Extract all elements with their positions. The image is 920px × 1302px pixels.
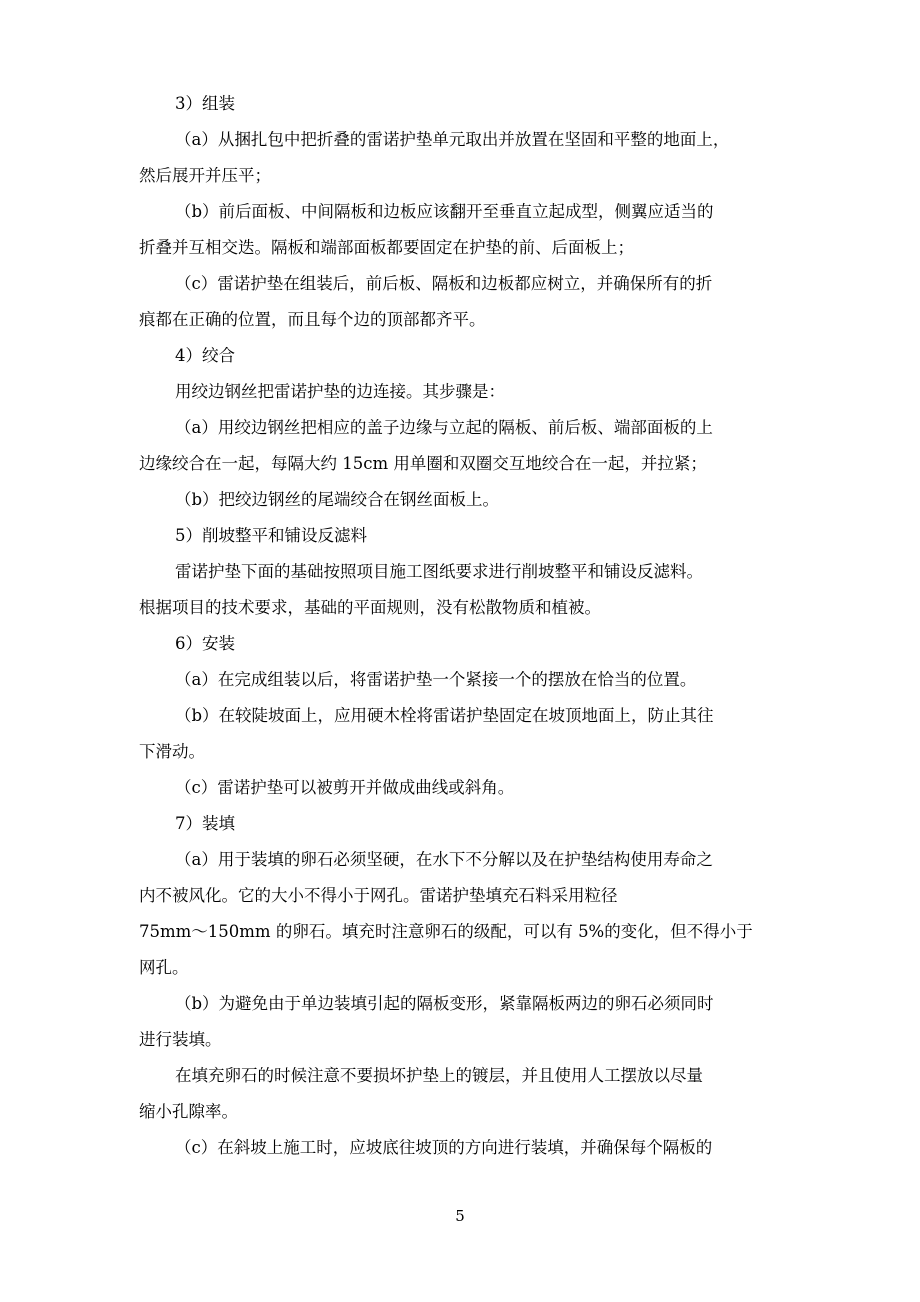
paragraph-line: 网孔。 bbox=[139, 958, 189, 977]
paragraph-line: 用绞边钢丝把雷诺护垫的边连接。其步骤是： bbox=[175, 382, 505, 401]
paragraph-line: 痕都在正确的位置，而且每个边的顶部都齐平。 bbox=[139, 310, 486, 329]
page-number: 5 bbox=[455, 1207, 465, 1225]
paragraph-line: 边缘绞合在一起，每隔大约 15cm 用单圈和双圈交互地绞合在一起，并拉紧； bbox=[139, 454, 707, 473]
paragraph-line: （a）在完成组装以后，将雷诺护垫一个紧接一个的摆放在恰当的位置。 bbox=[175, 670, 697, 689]
paragraph-line: 折叠并互相交迭。隔板和端部面板都要固定在护垫的前、后面板上； bbox=[139, 238, 634, 257]
paragraph-line: （b）为避免由于单边装填引起的隔板变形，紧靠隔板两边的卵石必须同时 bbox=[175, 994, 714, 1013]
paragraph-line: 在填充卵石的时候注意不要损坏护垫上的镀层，并且使用人工摆放以尽量 bbox=[175, 1066, 703, 1085]
heading-filling: 7）装填 bbox=[175, 814, 235, 833]
paragraph-line: （c）在斜坡上施工时，应坡底往坡顶的方向进行装填，并确保每个隔板的 bbox=[175, 1138, 713, 1157]
paragraph-line: （a）用于装填的卵石必须坚硬，在水下不分解以及在护垫结构使用寿命之 bbox=[175, 850, 713, 869]
paragraph-line: （b）前后面板、中间隔板和边板应该翻开至垂直立起成型，侧翼应适当的 bbox=[175, 202, 714, 221]
paragraph-line: （c）雷诺护垫在组装后，前后板、隔板和边板都应树立，并确保所有的折 bbox=[175, 274, 713, 293]
paragraph-line: 内不被风化。它的大小不得小于网孔。雷诺护垫填充石料采用粒径 bbox=[139, 886, 618, 905]
heading-slope-grading: 5）削坡整平和铺设反滤料 bbox=[175, 526, 367, 545]
paragraph-line: （a）从捆扎包中把折叠的雷诺护垫单元取出并放置在坚固和平整的地面上， bbox=[175, 130, 730, 149]
paragraph-line: 缩小孔隙率。 bbox=[139, 1102, 238, 1121]
paragraph-line: 75mm～150mm 的卵石。填充时注意卵石的级配，可以有 5%的变化，但不得小于 bbox=[139, 922, 753, 941]
paragraph-line: （a）用绞边钢丝把相应的盖子边缘与立起的隔板、前后板、端部面板的上 bbox=[175, 418, 713, 437]
paragraph-line: （b）把绞边钢丝的尾端绞合在钢丝面板上。 bbox=[175, 490, 500, 509]
heading-twisting: 4）绞合 bbox=[175, 346, 235, 365]
paragraph-line: （b）在较陡坡面上，应用硬木栓将雷诺护垫固定在坡顶地面上，防止其往 bbox=[175, 706, 714, 725]
paragraph-line: 进行装填。 bbox=[139, 1030, 222, 1049]
paragraph-line: 然后展开并压平； bbox=[139, 166, 271, 185]
paragraph-line: 下滑动。 bbox=[139, 742, 205, 761]
paragraph-line: 根据项目的技术要求，基础的平面规则，没有松散物质和植被。 bbox=[139, 598, 601, 617]
heading-installation: 6）安装 bbox=[175, 634, 235, 653]
heading-assembly: 3）组装 bbox=[175, 94, 235, 113]
paragraph-line: （c）雷诺护垫可以被剪开并做成曲线或斜角。 bbox=[175, 778, 515, 797]
paragraph-line: 雷诺护垫下面的基础按照项目施工图纸要求进行削坡整平和铺设反滤料。 bbox=[175, 562, 703, 581]
